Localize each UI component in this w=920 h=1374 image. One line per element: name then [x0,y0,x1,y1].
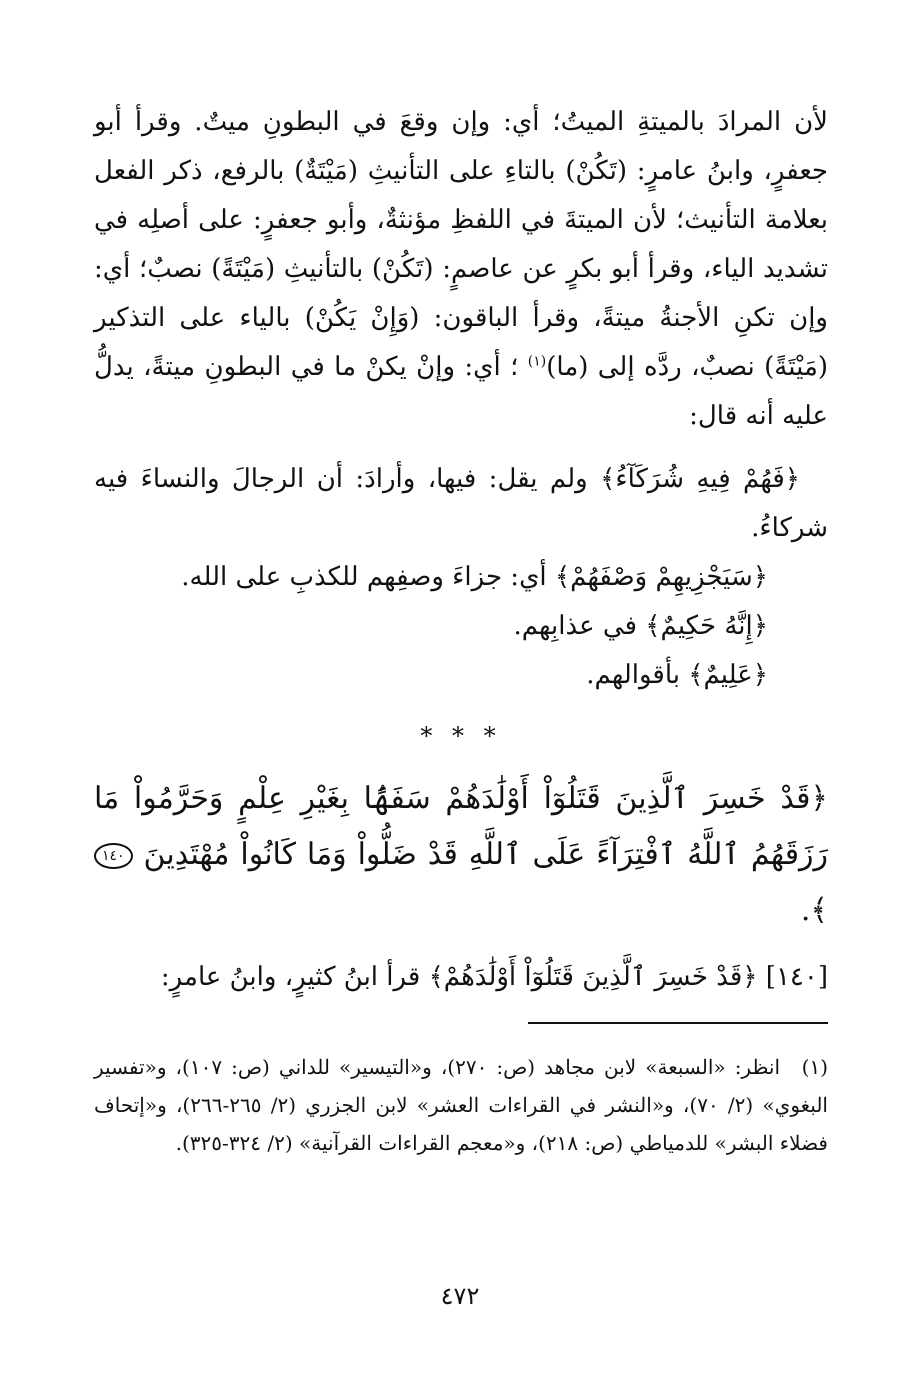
paragraph-6 [94,953,828,1002]
footnotes [94,1048,828,1162]
paragraph-2 [94,455,828,553]
verse-end: ﴾. [800,893,828,928]
quran-verse-block [94,771,828,939]
main-text [94,98,828,1002]
paragraph-3-text: أي: جزاءَ وصفِهم للكذبِ على الله. [181,562,547,592]
verse-text: ﴿قَدْ خَسِرَ ٱلَّذِينَ قَتَلُوٓاْ أَوْلَٰدَهُمْ سَفَهًۢا بِغَيْرِ عِلْمٍ وَحَرَّمُواْ مَا رَزَقَهُمُ ٱللَّهُ ٱفْتِرَآءً عَلَى ٱللَّهِ قَدْ ضَلُّواْ وَمَا كَانُواْ مُهْتَدِينَ [94,781,829,872]
footnote-marker: (١) [801,1055,828,1079]
footnote-ref[interactable]: (١) [527,353,547,370]
page-number: ٤٧٢ [440,1282,480,1310]
paragraph-4-text: في عذابِهم. [513,611,638,641]
footnote-divider [528,1022,828,1024]
paragraph-2-text: ولم يقل: فيها، وأرادَ: أن الرجالَ والنساءَ فيه شركاءُ. [94,464,828,543]
quran-quote: ﴿سَيَجْزِيهِمْ وَصْفَهُمْ﴾ [554,562,768,592]
paragraph-5 [94,651,828,700]
paragraph-5-text: بأقوالهم. [586,660,680,690]
quran-quote: ﴿قَدْ خَسِرَ ٱلَّذِينَ قَتَلُوٓاْ أَوْلَٰدَهُمْ﴾ [428,962,758,992]
quran-quote: ﴿عَلِيمٌ﴾ [688,660,768,690]
paragraph-1-text: لأن المرادَ بالميتةِ الميتُ؛ أي: وإن وقعَ في البطونِ ميتٌ. وقرأ أبو جعفرٍ، وابنُ عامرٍ: (تَكُنْ) بالتاءِ على التأنيثِ (مَيْتَةٌ) بالرفع، ذكر الفعل بعلامة التأنيث؛ لأن الميتةَ في اللفظِ مؤنثةٌ، وأبو جعفرٍ: على أصلِه في تشديد الياء، وقرأ أبو بكرٍ عن عاصمٍ: (تَكُنْ) بالتأنيثِ (مَيْتَةً) نصبٌ؛ أي: وإن تكنِ الأجنةُ ميتةً، وقرأ الباقون: (وَإِنْ يَكُنْ) بالياء على التذكير (مَيْتَةً) نصبٌ، ردَّه إلى (ما) [94,107,829,382]
verse-number-badge: ١٤٠ [94,843,133,869]
verse-reference: [١٤٠] [765,962,828,992]
paragraph-4 [94,602,828,651]
section-separator: * * * [420,722,502,750]
footnote-text: انظر: «السبعة» لابن مجاهد (ص: ٢٧٠)، و«التيسير» للداني (ص: ١٠٧)، و«تفسير البغوي» (٢/ ٧٠)، و«النشر في القراءات العشر» لابن الجزري (٢/ ٢٦٥-٢٦٦)، و«إتحاف فضلاء البشر» للدمياطي (ص: ٢١٨)، و«معجم القراءات القرآنية» (٢/ ٣٢٤-٣٢٥). [94,1055,828,1155]
quran-quote: ﴿فَهُمْ فِيهِ شُرَكَآءُ﴾ [600,464,800,494]
paragraph-1-end: ؛ أي: وإنْ يكنْ ما في البطونِ ميتةً، يدلُّ عليه أنه قال: [94,352,828,431]
quran-quote: ﴿إِنَّهُ حَكِيمٌ﴾ [645,611,768,641]
paragraph-1 [94,98,828,441]
footnote-1 [94,1048,828,1162]
paragraph-6-text: قرأ ابنُ كثيرٍ، وابنُ عامرٍ: [160,962,421,992]
paragraph-3 [94,553,828,602]
